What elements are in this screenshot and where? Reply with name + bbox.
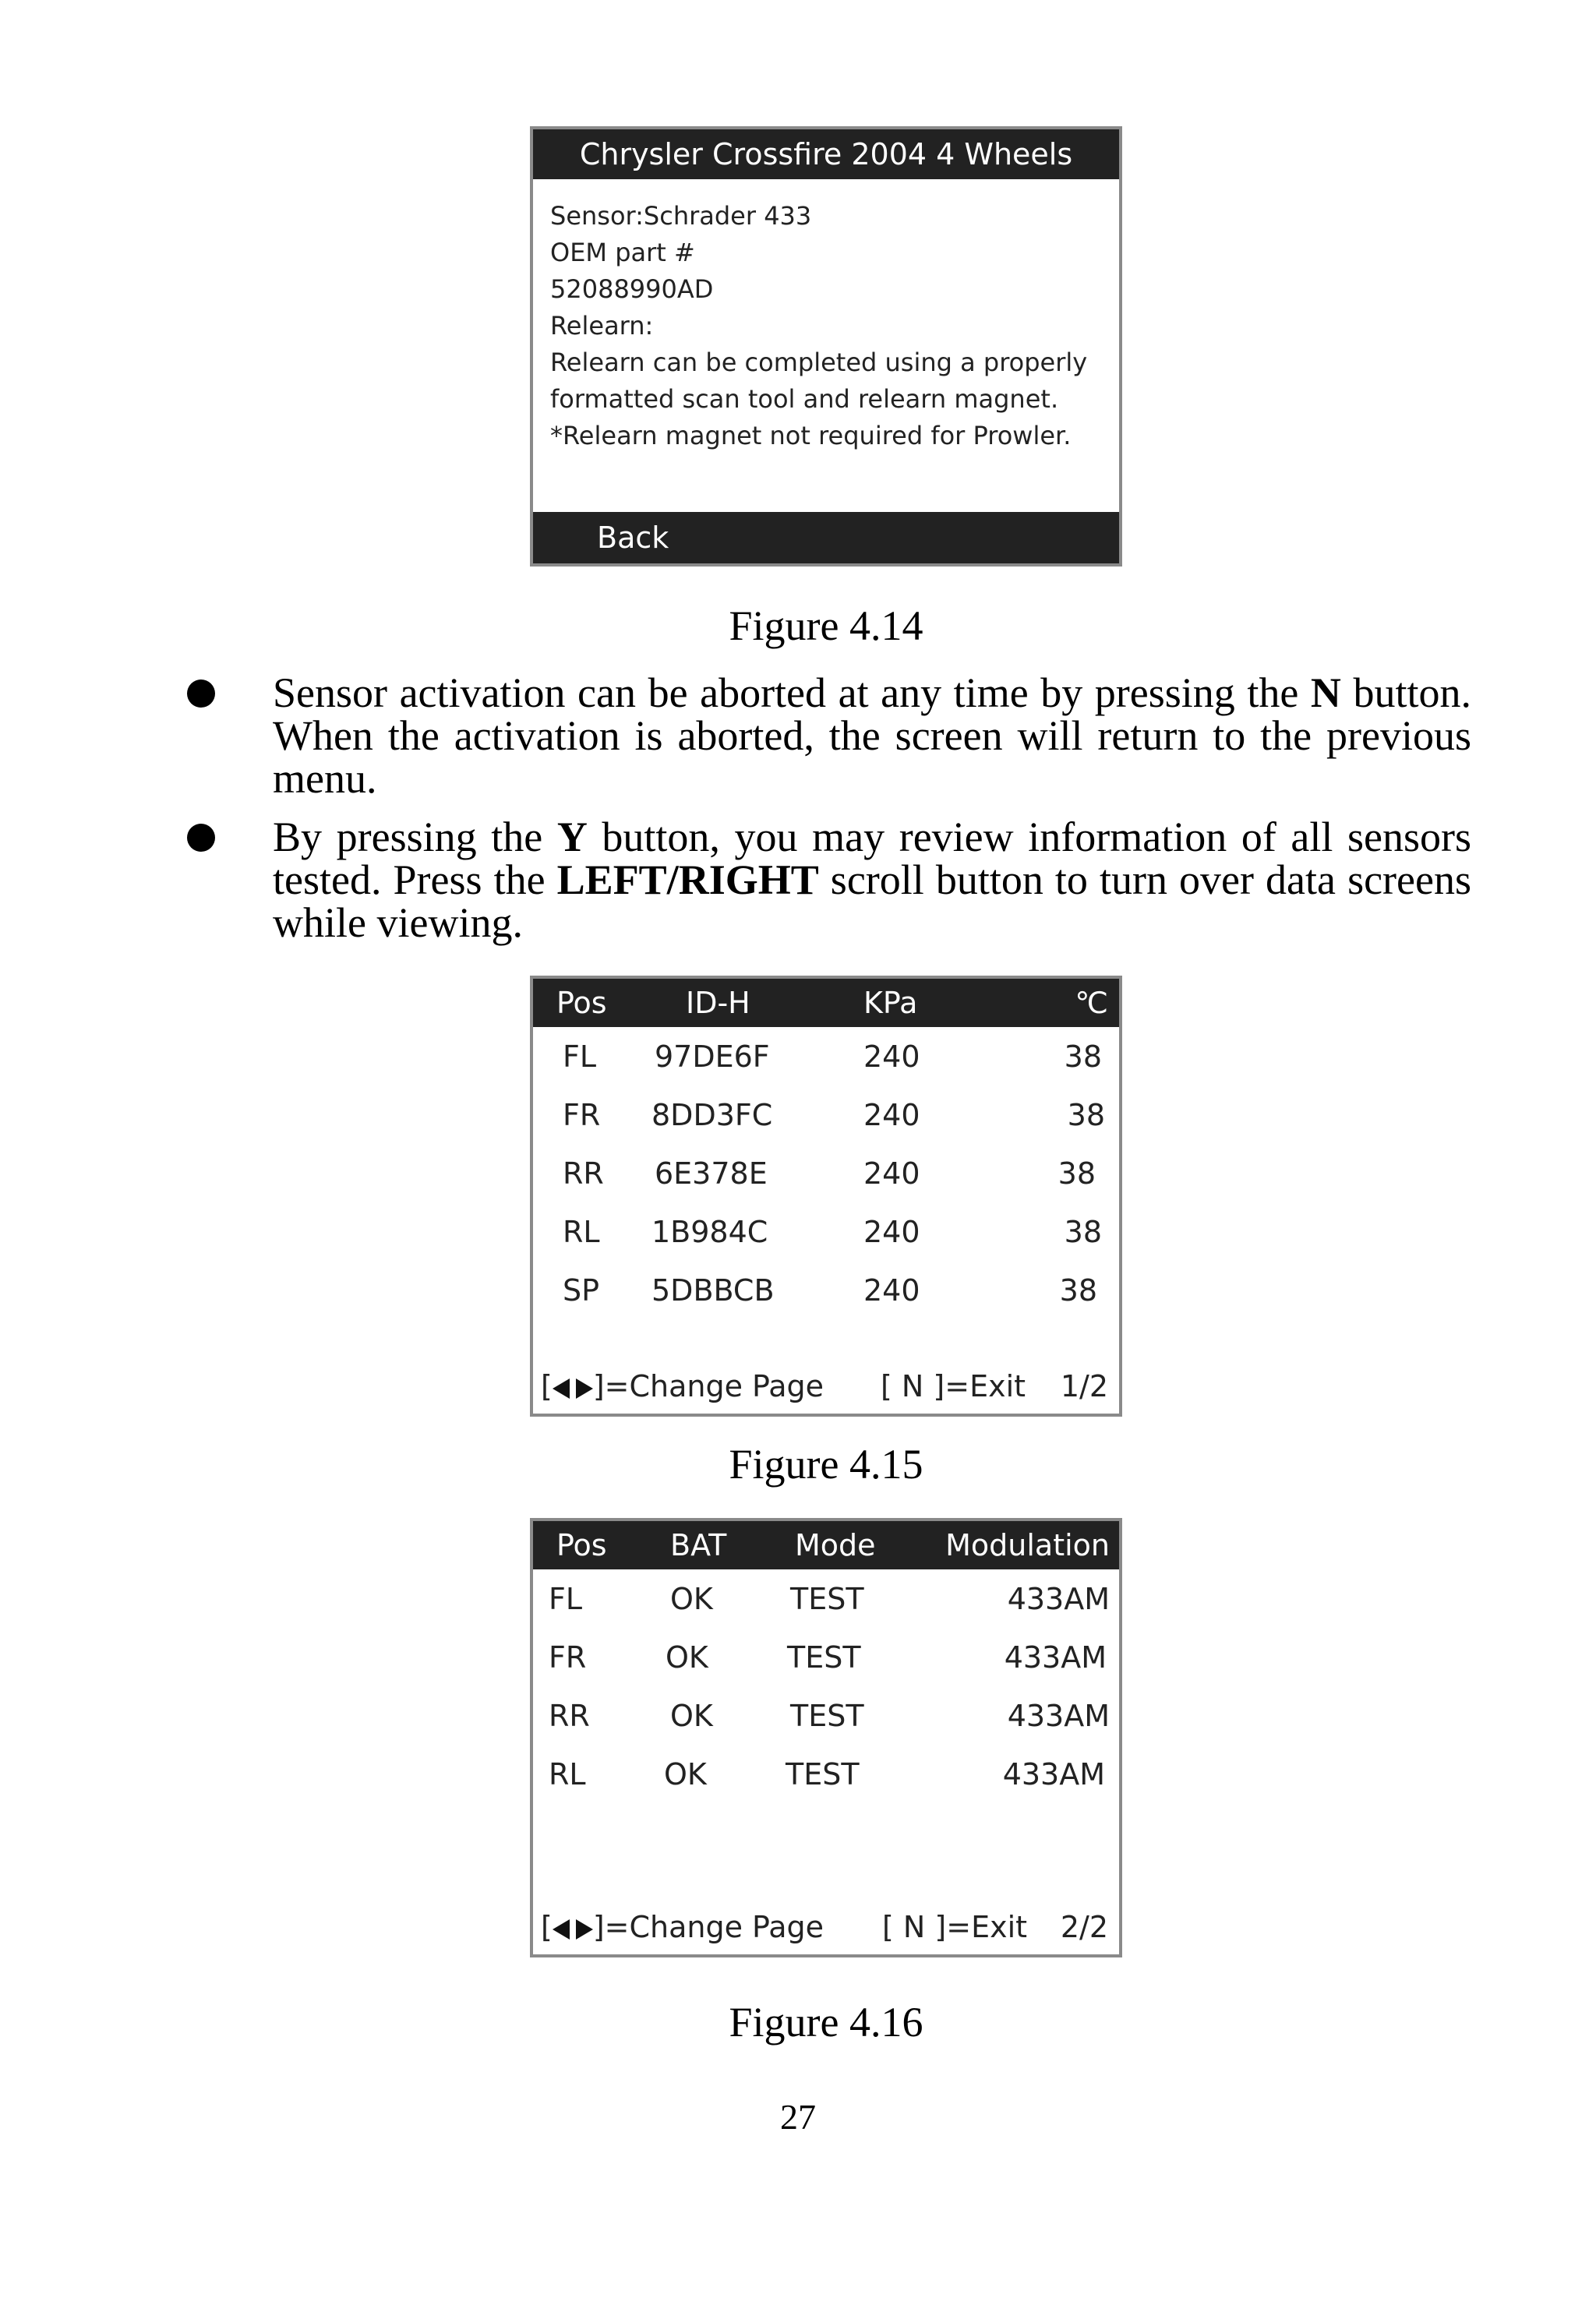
table-row: RL OK TEST 433AM (549, 1756, 1105, 1791)
left-right-arrows-icon (553, 1377, 593, 1400)
figure-caption: Figure 4.16 (729, 1999, 923, 2046)
paragraph-abort: Sensor activation can be aborted at any time by pressing the N button. When the activation is aborted, the screen will return to the previous menu. (273, 669, 1472, 802)
screen-footer (533, 1359, 1119, 1414)
figure-caption: Figure 4.14 (729, 602, 923, 649)
relearn-info-screen (530, 126, 1122, 567)
screen-title: Chrysler Crossfire 2004 4 Wheels (533, 129, 1119, 179)
info-line: Relearn can be completed using a properly (550, 348, 1088, 377)
column-header: Pos (556, 1528, 607, 1562)
table-row: FR 8DD3FC 240 38 (563, 1097, 1105, 1132)
sensor-data-screen-page2 (530, 1518, 1122, 1957)
table-row: RR 6E378E 240 38 (563, 1156, 1096, 1191)
sensor-data-screen-page1 (530, 976, 1122, 1417)
table-row: RR OK TEST 433AM (549, 1698, 1110, 1733)
table-row: FL 97DE6F 240 38 (563, 1039, 1102, 1074)
left-right-arrows-icon (553, 1918, 593, 1941)
back-button[interactable]: Back (533, 512, 1119, 563)
column-header: BAT (670, 1528, 727, 1562)
column-header: Pos (556, 986, 607, 1020)
info-line: formatted scan tool and relearn magnet. (550, 384, 1059, 414)
change-page-hint[interactable]: [ ]=Change Page (541, 1910, 824, 1944)
table-row: RL 1B984C 240 38 (563, 1214, 1102, 1249)
paragraph-review: By pressing the Y button, you may review information of all sensors tested. Press the LEFT/RIGHT scroll button to turn over data screens while viewing. (273, 814, 1471, 946)
column-header: ID-H (686, 986, 750, 1020)
screen-footer (533, 1900, 1119, 1954)
table-header (533, 1521, 1119, 1569)
bullet-icon (187, 824, 215, 852)
info-line: Relearn: (550, 311, 654, 341)
page-indicator: 2/2 (1060, 1910, 1108, 1944)
table-row: FL OK TEST 433AM (549, 1581, 1110, 1616)
info-line: Sensor:Schrader 433 (550, 201, 812, 231)
exit-hint[interactable]: [ N ]=Exit (882, 1910, 1028, 1944)
change-page-hint[interactable]: [ ]=Change Page (541, 1369, 824, 1403)
info-line: *Relearn magnet not required for Prowler. (550, 421, 1072, 450)
table-row: SP 5DBBCB 240 38 (563, 1273, 1097, 1308)
column-header: KPa (863, 986, 918, 1020)
column-header: Mode (795, 1528, 876, 1562)
sensor-info (533, 179, 1119, 454)
table-row: FR OK TEST 433AM (549, 1640, 1107, 1675)
figure-caption: Figure 4.15 (729, 1441, 923, 1488)
bullet-icon (187, 680, 215, 708)
page-indicator: 1/2 (1060, 1369, 1108, 1403)
page-number: 27 (780, 2097, 816, 2137)
exit-hint[interactable]: [ N ]=Exit (881, 1369, 1026, 1403)
table-header (533, 979, 1119, 1027)
column-header: ℃ (1075, 986, 1108, 1020)
info-line: OEM part # (550, 238, 695, 267)
info-line: 52088990AD (550, 274, 714, 304)
column-header: Modulation (945, 1528, 1110, 1562)
